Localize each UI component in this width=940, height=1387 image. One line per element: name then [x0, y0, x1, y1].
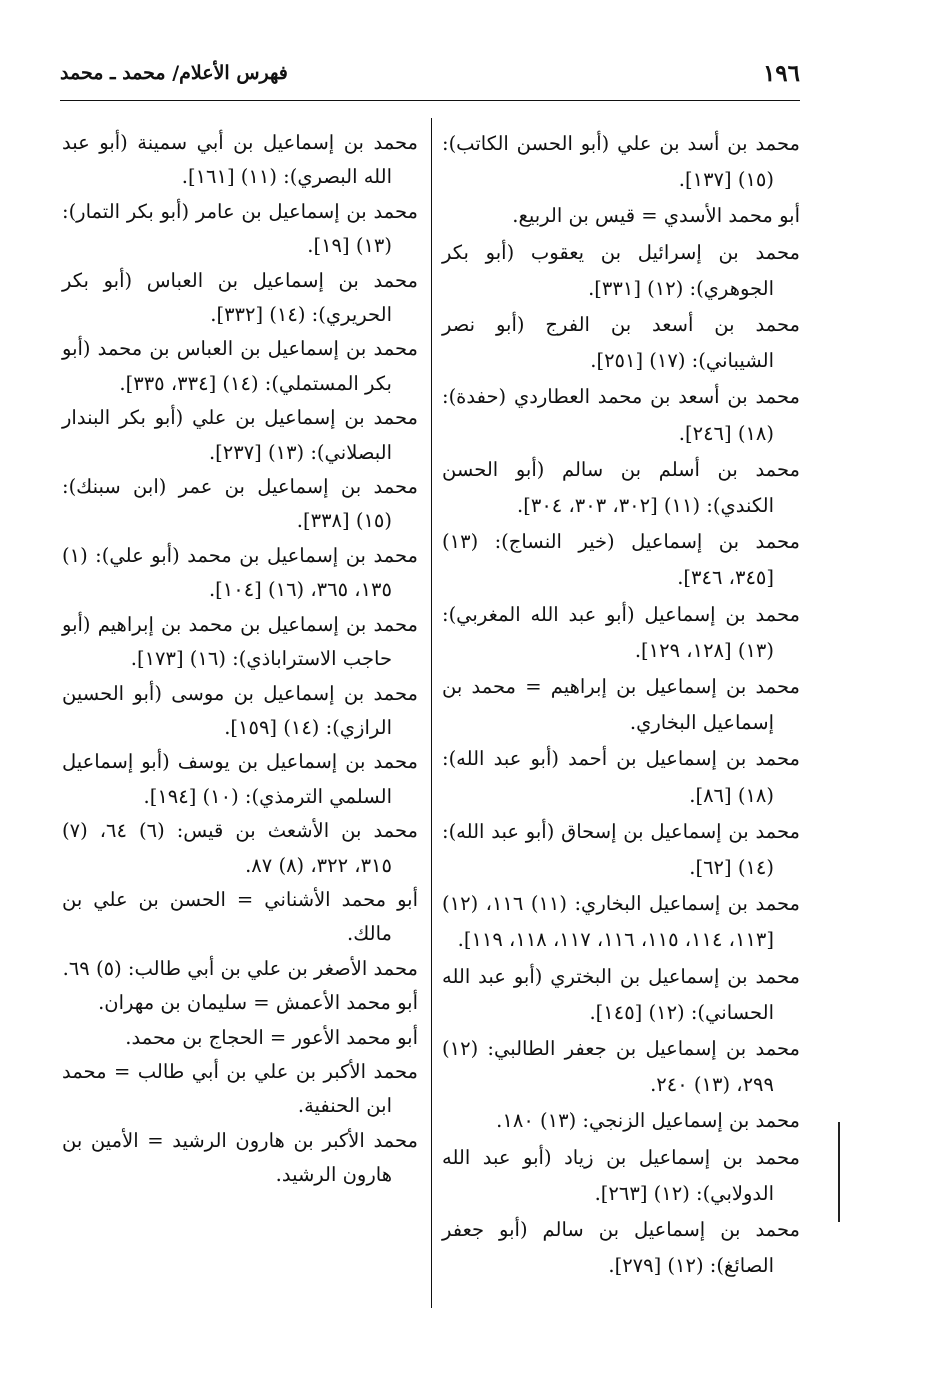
- index-entry: محمد بن إسماعيل بن العباس بن محمد (أبو بكر المستملي): (١٤) [٣٣٤، ٣٣٥].: [62, 337, 418, 395]
- index-entry: محمد بن إسرائيل بن يعقوب (أبو بكر الجوهري): (١٢) [٣٣١].: [442, 240, 800, 300]
- index-entry: محمد بن إسماعيل البخاري: (١١) ١١٦، (١٢) [١١٣، ١١٤، ١١٥، ١١٦، ١١٧، ١١٨، ١١٩].: [442, 892, 800, 952]
- column-divider: [431, 118, 432, 1308]
- index-entry: محمد الأكبر بن هارون الرشيد = الأمين بن هارون الرشيد.: [62, 1128, 418, 1187]
- index-entry: محمد بن إسماعيل بن محمد (أبو علي): (١) ١٣٥، ٣٦٥، (١٦) [١٠٤].: [62, 543, 418, 602]
- index-entry: محمد بن إسماعيل بن علي (أبو بكر البندار البصلاني): (١٣) [٢٣٧].: [62, 406, 418, 464]
- index-entry: أبو محمد الأشناني = الحسن بن علي بن مالك.: [62, 887, 418, 946]
- page-number: ١٩٦: [762, 60, 800, 87]
- index-entry: محمد بن إسماعيل بن محمد بن إبراهيم (أبو حاجب الاستراباذي): (١٦) [١٧٣].: [62, 612, 418, 671]
- running-title: فهرس الأعلام/ محمد ـ محمد: [60, 62, 288, 84]
- index-entry: محمد بن إسماعيل الزنجي: (١٣) ١٨٠.: [496, 1109, 800, 1133]
- index-entry: محمد بن إسماعيل بن إسحاق (أبو عبد الله): (١٤) [٦٢].: [442, 819, 800, 880]
- index-entry: محمد بن إسماعيل بن سالم (أبو جعفر الصائغ): (١٢) [٢٧٩].: [442, 1218, 800, 1278]
- index-entry: محمد بن إسماعيل بن إبراهيم = محمد بن إسماعيل البخاري.: [442, 675, 800, 735]
- index-entry: محمد الأصغر بن علي بن أبي طالب: (٥) ٦٩.: [62, 956, 418, 980]
- index-entry: محمد بن إسماعيل بن جعفر الطالبي: (١٢) ٢٩٩، (١٣) ٢٤٠.: [442, 1037, 800, 1097]
- margin-mark: [838, 1122, 840, 1222]
- index-column-left: [62, 126, 418, 1193]
- index-entry: أبو محمد الأسدي = قيس بن الربيع.: [512, 204, 800, 228]
- index-entry: محمد بن إسماعيل بن زياد (أبو عبد الله الدولابي): (١٢) [٢٦٣].: [442, 1145, 800, 1205]
- index-entry: محمد بن أسعد بن الفرج (أبو نصر الشيباني): (١٧) [٢٥١].: [442, 313, 800, 373]
- index-entry: محمد بن إسماعيل بن أبي سمينة (أبو عبد الله البصري): (١١) [١٦١].: [62, 131, 418, 189]
- index-entry: محمد بن أسعد بن محمد العطاردي (حفدة): (١٨) [٢٤٦].: [442, 385, 800, 445]
- index-entry: محمد بن إسماعيل بن العباس (أبو بكر الحريري): (١٤) [٣٣٢].: [62, 268, 418, 327]
- index-entry: أبو محمد الأعمش = سليمان بن مهران.: [98, 991, 418, 1015]
- index-entry: أبو محمد الأعور = الحجاج بن محمد.: [125, 1025, 418, 1049]
- index-entry: محمد بن إسماعيل بن يوسف (أبو إسماعيل السلمي الترمذي): (١٠) [١٩٤].: [62, 750, 418, 808]
- page-header: [60, 58, 800, 96]
- index-entry: محمد بن إسماعيل (أبو عبد الله المغربي): (١٣) [١٢٨، ١٢٩].: [442, 602, 800, 662]
- index-entry: محمد بن إسماعيل بن موسى (أبو الحسين الرازي): (١٤) [١٥٩].: [62, 681, 418, 739]
- index-entry: محمد بن أسلم بن سالم (أبو الحسن الكندي): (١١) [٣٠٢، ٣٠٣، ٣٠٤].: [442, 457, 800, 518]
- header-rule: [60, 100, 800, 101]
- index-entry: محمد بن إسماعيل بن عامر (أبو بكر التمار): (١٣) [١٩].: [62, 199, 418, 258]
- index-column-right: [442, 126, 800, 1285]
- index-entry: محمد بن إسماعيل (خير النساج): (١٣) [٣٤٥، ٣٤٦].: [442, 530, 800, 590]
- index-entry: محمد بن إسماعيل بن أحمد (أبو عبد الله): (١٨) [٨٦].: [442, 747, 800, 807]
- index-entry: محمد بن إسماعيل بن عمر (ابن سبنك): (١٥) [٣٣٨].: [62, 475, 418, 533]
- index-entry: محمد الأكبر بن علي بن أبي طالب = محمد ابن الحنفية.: [62, 1059, 418, 1118]
- index-entry: محمد بن إسماعيل بن البختري (أبو عبد الله الحساني): (١٢) [١٤٥].: [442, 964, 800, 1024]
- index-entry: محمد بن الأشعث بن قيس: (٦) ٦٤، (٧) ٣١٥، ٣٢٢، (٨) ٨٧.: [62, 819, 418, 877]
- index-entry: محمد بن أسد بن علي (أبو الحسن الكاتب): (١٥) [١٣٧].: [442, 132, 800, 192]
